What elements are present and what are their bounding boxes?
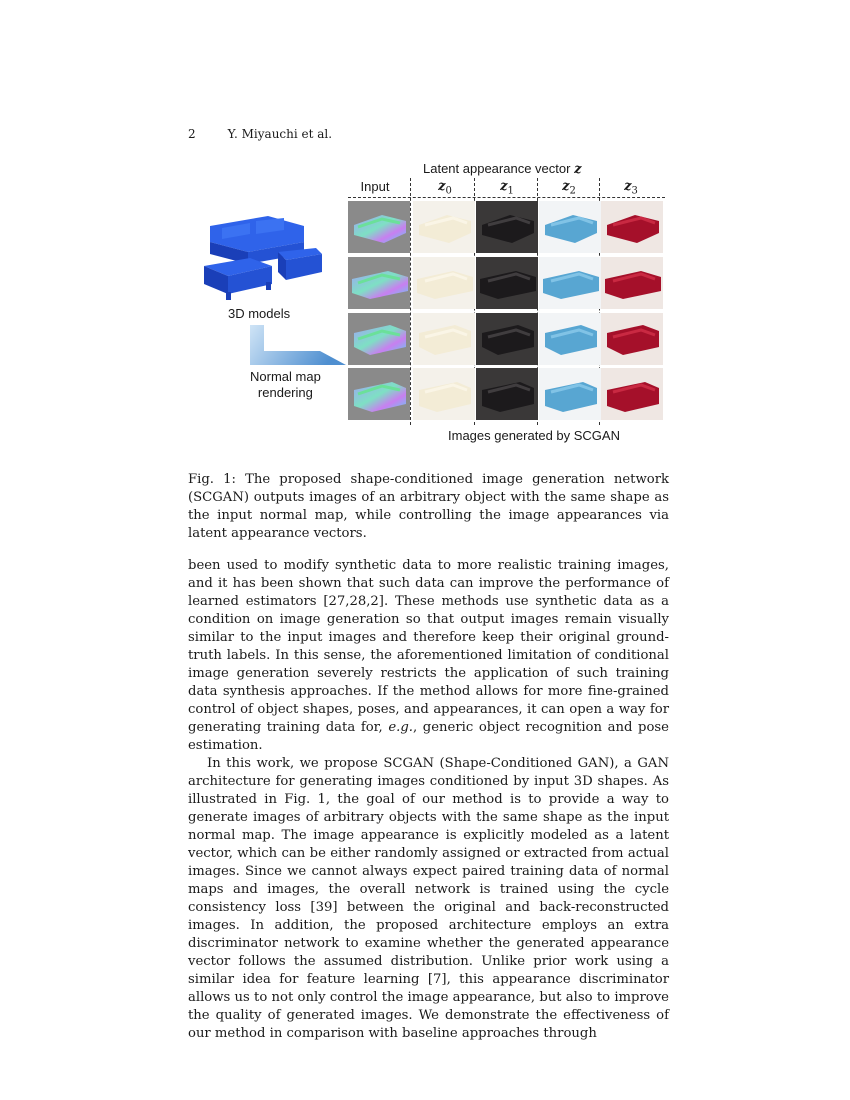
normal-map-label-line1: Normal map <box>250 369 321 384</box>
generated-blue-sofa <box>539 201 601 253</box>
body-text <box>188 557 669 1043</box>
generated-blue-sofa <box>539 257 601 309</box>
input-column-label: Input <box>360 179 390 194</box>
normal-map-label <box>250 369 321 401</box>
generated-blue-sofa <box>539 313 601 365</box>
column-divider <box>410 178 411 425</box>
z2-label: $z_2$ <box>562 179 576 197</box>
rendering-arrow <box>250 325 346 365</box>
generated-white-sofa <box>413 201 475 253</box>
generated-black-sofa <box>476 368 538 420</box>
generated-black-sofa <box>476 313 538 365</box>
latent-symbol: z <box>574 162 582 177</box>
generated-blue-sofa <box>539 368 601 420</box>
page-number: 2 <box>188 127 196 141</box>
generated-images-label: Images generated by SCGAN <box>448 428 620 443</box>
blue-table-model <box>204 258 272 300</box>
z0-label: $z_0$ <box>438 179 452 197</box>
blue-ottoman-model <box>278 248 322 280</box>
input-normal-map <box>348 257 410 309</box>
header-divider <box>348 197 665 198</box>
generated-red-sofa <box>601 257 663 309</box>
3d-models-illustration <box>200 208 330 303</box>
paragraph-1: been used to modify synthetic data to more realistic training images, and it has been shown that such data can improve the performance of learned estimators [27,28,2]. These methods use synthetic data as a condition on image generation so that output images remain visually similar to the input images and therefore keep their original ground-truth labels. In this sense, the aforementioned limitation of conditional image generation severely restricts the application of such training data synthesis approaches. If the method allows for more fine-grained control of object shapes, poses, and appearances, it can open a way for generating training data for, e.g., generic object recognition and pose estimation. <box>188 558 669 753</box>
paragraph-2: In this work, we propose SCGAN (Shape-Conditioned GAN), a GAN architecture for generating images conditioned by input 3D shapes. As illustrated in Fig. 1, the goal of our method is to provide a way to generate images of arbitrary objects with the same shape as the input normal map. The image appearance is explicitly modeled as a latent vector, which can be either randomly assigned or extracted from actual images. Since we cannot always expect paired training data of normal maps and images, the overall network is trained using the cycle consistency loss [39] between the original and back-reconstructed images. In addition, the proposed architecture employs an extra discriminator network to examine whether the generated appearance vector follows the assumed distribution. Unlike prior work using a similar idea for feature learning [7], this appearance discriminator allows us to not only control the image appearance, but also to improve the quality of generated images. We demonstrate the effectiveness of our method in comparison with baseline approaches through <box>188 756 669 1041</box>
generated-red-sofa <box>601 313 663 365</box>
3d-models-label: 3D models <box>228 306 291 321</box>
latent-vector-title <box>423 161 581 177</box>
generated-white-sofa <box>413 313 475 365</box>
figure-1 <box>188 160 668 445</box>
running-authors: Y. Miyauchi et al. <box>227 127 333 141</box>
input-normal-map <box>348 368 410 420</box>
normal-map-label-line2: rendering <box>257 385 313 400</box>
latent-title-text: Latent appearance vector <box>423 161 571 176</box>
generated-black-sofa <box>476 201 538 253</box>
generated-white-sofa <box>413 368 475 420</box>
input-normal-map <box>348 313 410 365</box>
generated-red-sofa <box>601 201 663 253</box>
generated-red-sofa <box>601 368 663 420</box>
running-head <box>188 127 332 141</box>
generated-white-sofa <box>413 257 475 309</box>
input-normal-map <box>348 201 410 253</box>
generated-black-sofa <box>476 257 538 309</box>
z1-label: $z_1$ <box>500 179 514 197</box>
z3-label: $z_3$ <box>624 179 638 197</box>
figure-caption: Fig. 1: The proposed shape-conditioned image generation network (SCGAN) outputs images of an arbitrary object with the same shape as the input normal map, while controlling the image appearances via latent appearance vectors. <box>188 472 669 541</box>
